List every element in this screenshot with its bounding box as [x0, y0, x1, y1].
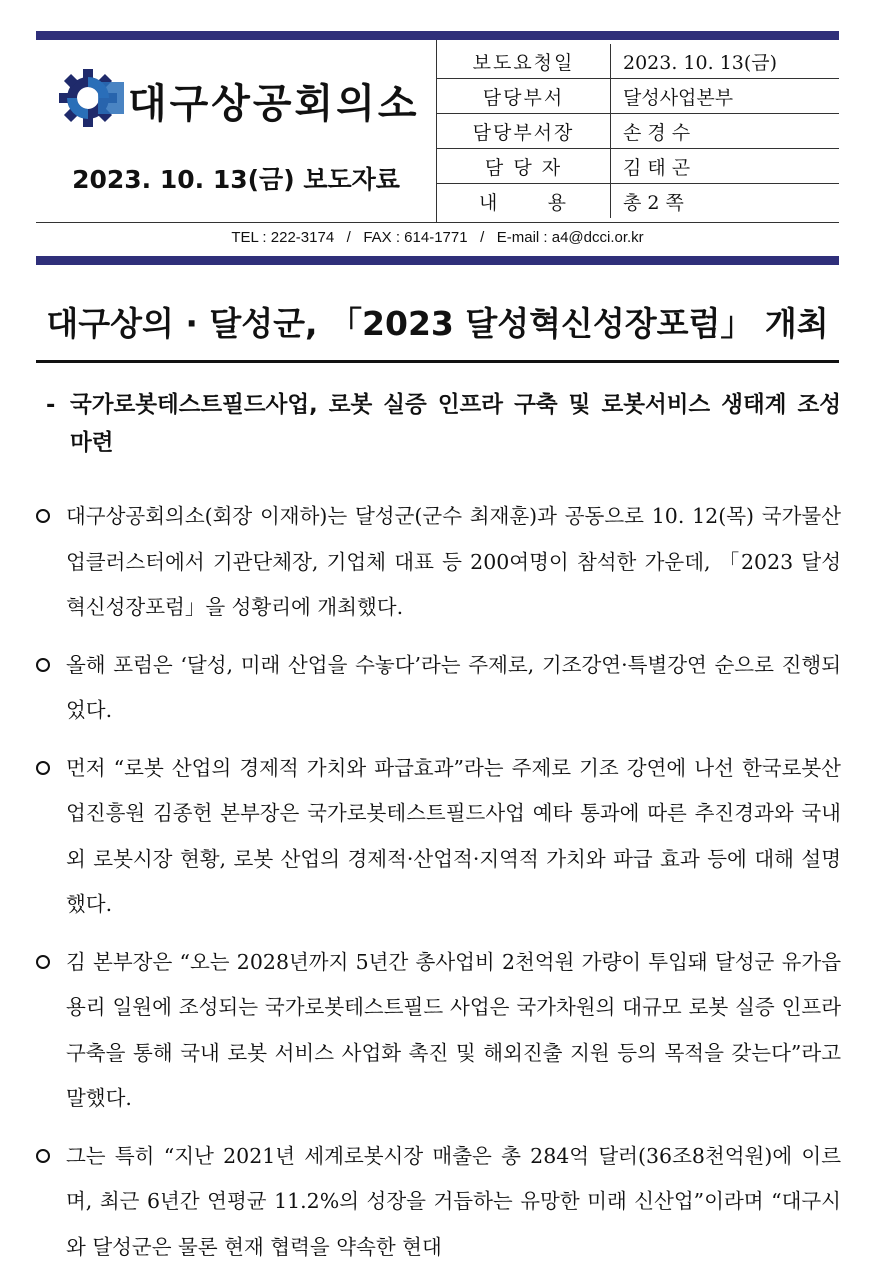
circle-bullet-icon — [36, 658, 50, 672]
article-title: 대구상의 · 달성군, 「2023 달성혁신성장포럼」 개최 — [46, 304, 829, 343]
paragraph — [36, 1134, 841, 1271]
paragraph-text: 그는 특히 “지난 2021년 세계로봇시장 매출은 총 284억 달러(36조8천억원)에 이르며, 최근 6년간 연평균 11.2%의 성장을 거듭하는 유망한 미래 신산업”이라며 “대구시와 달성군은 물론 현재 협력을 약속한 현대 — [66, 1143, 841, 1259]
info-label: 내 용 — [437, 184, 611, 219]
article-subtitle — [46, 386, 841, 462]
info-label: 보도요청일 — [437, 44, 611, 79]
article-body — [36, 494, 841, 1282]
paragraph-text: 올해 포럼은 ‘달성, 미래 산업을 수놓다’라는 주제로, 기조강연·특별강연 순으로 진행되었다. — [66, 652, 841, 722]
contact-line: TEL : 222-3174 / FAX : 614-1771 / E-mail : a4@dcci.or.kr — [231, 229, 644, 246]
info-row — [437, 114, 840, 149]
info-label: 담당부서 — [437, 79, 611, 114]
circle-bullet-icon — [36, 1149, 50, 1163]
info-value: 달성사업본부 — [611, 79, 840, 114]
info-label: 담당부서장 — [437, 114, 611, 149]
info-label: 담 당 자 — [437, 149, 611, 184]
info-row — [437, 79, 840, 114]
paragraph — [36, 643, 841, 734]
info-value: 김 태 곤 — [611, 149, 840, 184]
paragraph-text: 먼저 “로봇 산업의 경제적 가치와 파급효과”라는 주제로 기조 강연에 나선 한국로봇산업진흥원 김종헌 본부장은 국가로봇테스트필드사업 예타 통과에 따른 추진경과와 국내외 로봇시장 현황, 로봇 산업의 경제적·산업적·지역적 가치와 파급 효과 등에 대해 설명했다. — [66, 755, 841, 916]
subtitle-text: 국가로봇테스트필드사업, 로봇 실증 인프라 구축 및 로봇서비스 생태계 조성 마련 — [70, 392, 841, 456]
paragraph — [36, 940, 841, 1122]
gear-icon — [58, 68, 124, 128]
release-info-table — [436, 44, 839, 218]
paragraph — [36, 746, 841, 928]
circle-bullet-icon — [36, 955, 50, 969]
release-date: 2023. 10. 13(금) 보도자료 — [72, 165, 400, 194]
title-rule — [36, 360, 839, 363]
info-row — [437, 44, 840, 79]
info-value: 2023. 10. 13(금) — [611, 44, 840, 79]
paragraph-text: 대구상공회의소(회장 이재하)는 달성군(군수 최재훈)과 공동으로 10. 12(목) 국가물산업클러스터에서 기관단체장, 기업체 대표 등 200여명이 참석한 가운데, 「2023 달성혁신성장포럼」을 성황리에 개최했다. — [66, 504, 841, 619]
info-row — [437, 184, 840, 219]
circle-bullet-icon — [36, 761, 50, 775]
info-value: 총 2 쪽 — [623, 191, 684, 214]
header-bottom-bar — [36, 256, 839, 265]
info-value: 손 경 수 — [611, 114, 840, 149]
org-logo — [58, 68, 418, 128]
info-row — [437, 149, 840, 184]
org-name: 대구상공회의소 — [128, 81, 420, 127]
circle-bullet-icon — [36, 509, 50, 523]
subtitle-dash: - — [46, 392, 56, 418]
header-rule — [36, 222, 839, 223]
paragraph-text: 김 본부장은 “오는 2028년까지 5년간 총사업비 2천억원 가량이 투입돼 달성군 유가읍 용리 일원에 조성되는 국가로봇테스트필드 사업은 국가차원의 대규모 로봇 실증 인프라 구축을 통해 국내 로봇 서비스 사업화 촉진 및 해외진출 지원 등의 목적을 갖는다”라고 말했다. — [66, 949, 841, 1110]
paragraph — [36, 494, 841, 631]
header-top-bar — [36, 31, 839, 40]
